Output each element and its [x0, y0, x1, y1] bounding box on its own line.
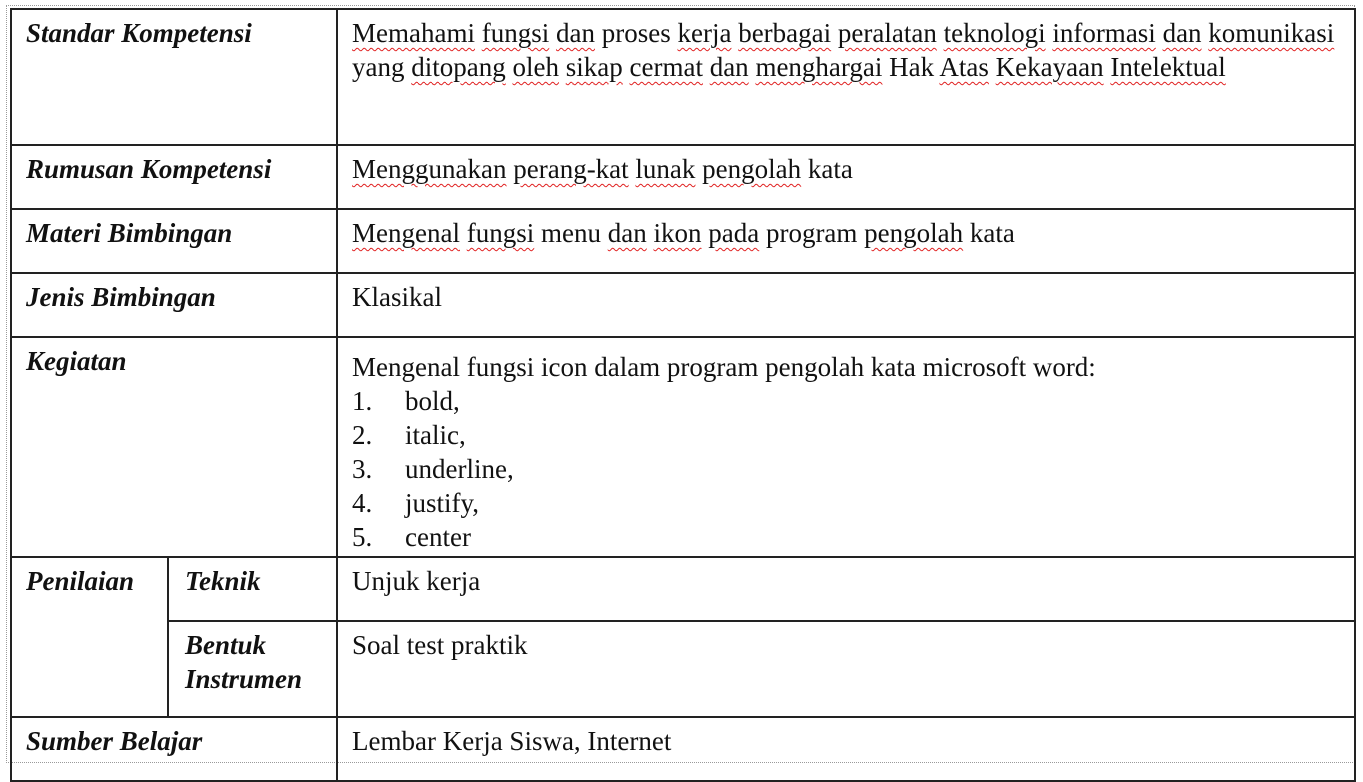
label-penilaian: Penilaian	[11, 557, 168, 717]
list-item-text: italic,	[405, 420, 466, 450]
list-item	[352, 418, 1340, 452]
value-jenis-bimbingan: Klasikal	[337, 273, 1355, 337]
value-teknik: Unjuk kerja	[337, 557, 1355, 621]
value-bentuk-instrumen: Soal test praktik	[337, 621, 1355, 717]
list-item-number: 4.	[352, 488, 373, 518]
table-row	[11, 717, 1355, 781]
table-row	[11, 557, 1355, 621]
value-kegiatan	[337, 337, 1355, 557]
label-sumber-belajar: Sumber Belajar	[11, 717, 337, 781]
table-row	[11, 209, 1355, 273]
list-item-text: underline,	[405, 454, 514, 484]
label-rumusan-kompetensi: Rumusan Kompetensi	[11, 145, 337, 209]
label-standar-kompetensi: Standar Kompetensi	[11, 9, 337, 145]
list-item	[352, 520, 1340, 554]
list-item	[352, 384, 1340, 418]
table-row	[11, 337, 1355, 557]
kegiatan-intro: Mengenal fungsi icon dalam program pengolah kata microsoft word:	[352, 352, 1096, 382]
list-item	[352, 486, 1340, 520]
list-item-number: 5.	[352, 522, 373, 552]
list-item-number: 2.	[352, 420, 373, 450]
kegiatan-list	[352, 384, 1340, 554]
list-item-number: 1.	[352, 386, 373, 416]
value-materi-bimbingan: Mengenal fungsi menu dan ikon pada program pengolah kata	[337, 209, 1355, 273]
table-row	[11, 273, 1355, 337]
list-item-text: center	[405, 522, 471, 552]
label-bentuk-instrumen: Bentuk Instrumen	[168, 621, 337, 717]
lesson-plan-table	[10, 8, 1356, 782]
list-item-number: 3.	[352, 454, 373, 484]
value-sumber-belajar: Lembar Kerja Siswa, Internet	[337, 717, 1355, 781]
value-rumusan-kompetensi: Menggunakan perang-kat lunak pengolah kata	[337, 145, 1355, 209]
label-teknik: Teknik	[168, 557, 337, 621]
label-materi-bimbingan: Materi Bimbingan	[11, 209, 337, 273]
list-item-text: justify,	[405, 488, 480, 518]
table-row	[11, 621, 1355, 717]
table-row	[11, 9, 1355, 145]
label-jenis-bimbingan: Jenis Bimbingan	[11, 273, 337, 337]
table-row	[11, 145, 1355, 209]
list-item	[352, 452, 1340, 486]
value-standar-kompetensi: Memahami fungsi dan proses kerja berbagai peralatan teknologi informasi dan komunikasi yang ditopang oleh sikap cermat dan menghargai Hak Atas Kekayaan Intelektual	[337, 9, 1355, 145]
label-kegiatan: Kegiatan	[11, 337, 337, 557]
list-item-text: bold,	[405, 386, 460, 416]
